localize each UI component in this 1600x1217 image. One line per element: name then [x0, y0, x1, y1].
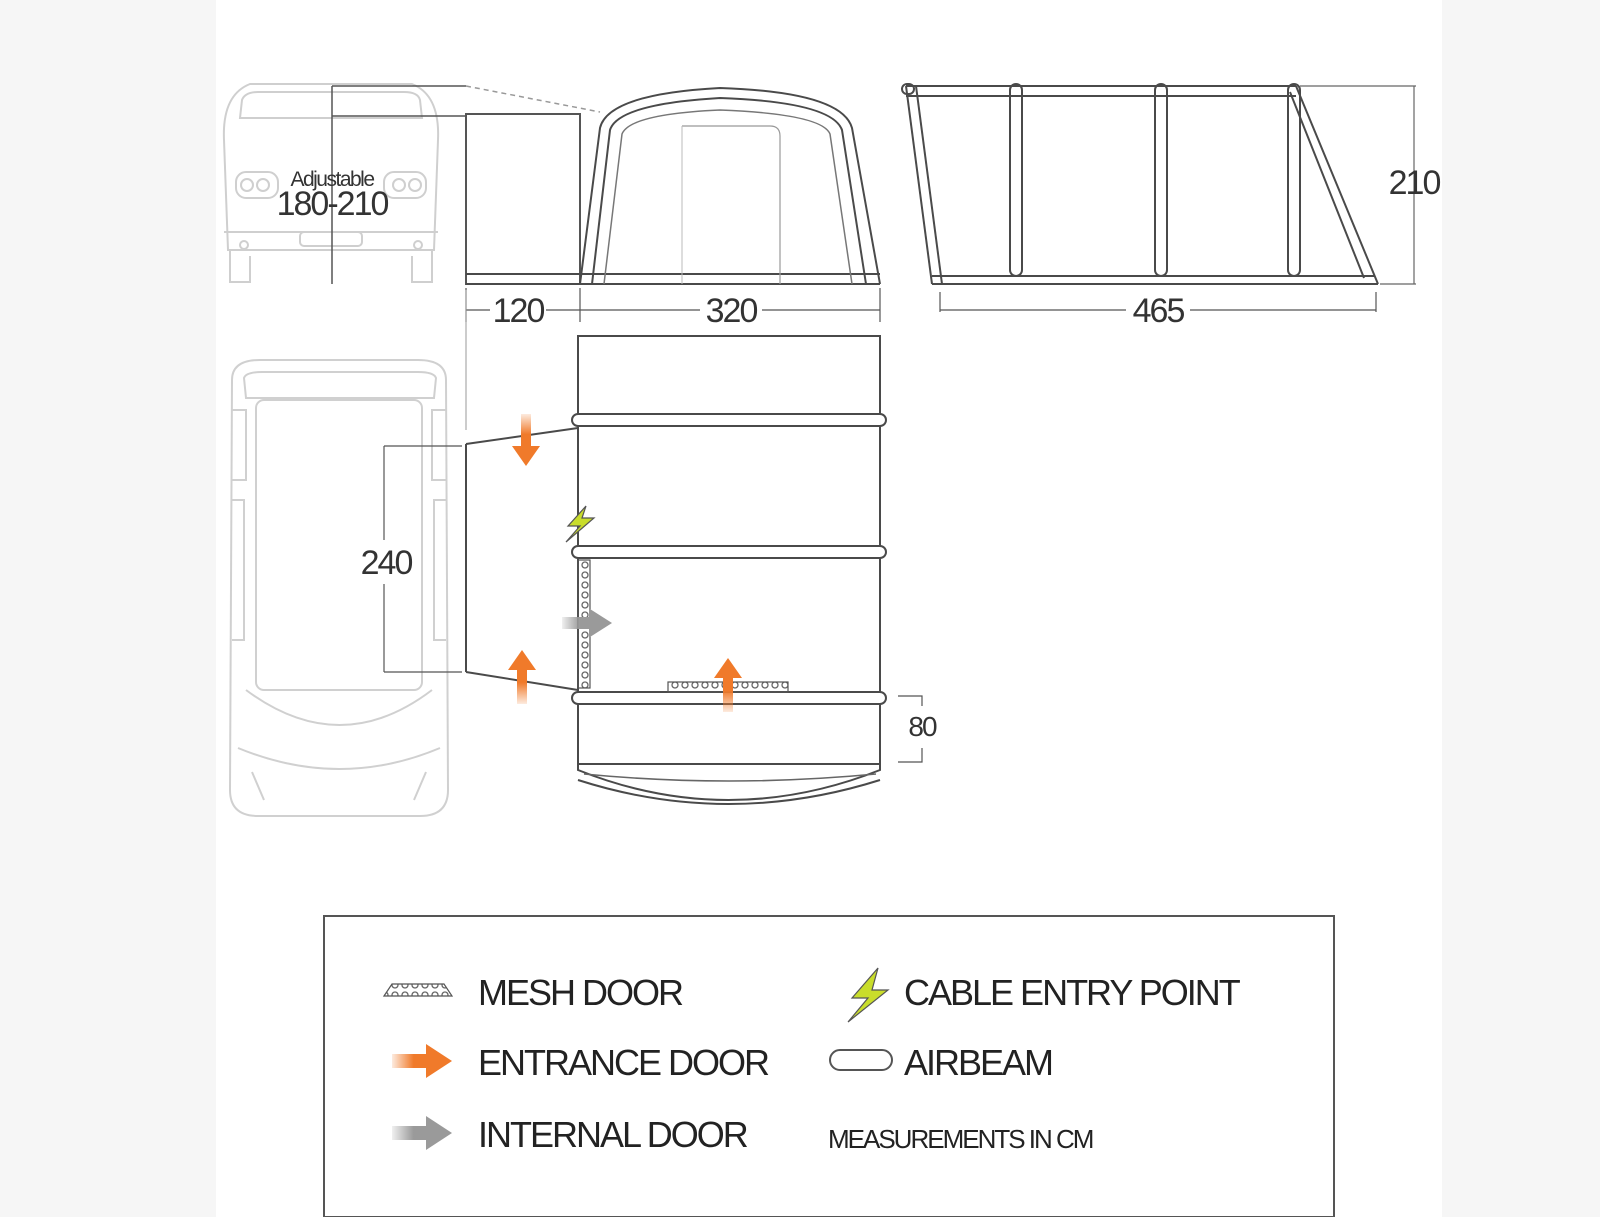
airbeam-capsule-icon [830, 1050, 892, 1070]
legend-cable-entry-label: CABLE ENTRY POINT [904, 972, 1239, 1013]
legend-box [324, 916, 1334, 1217]
mesh-door-icon [384, 984, 452, 996]
measurements-note: MEASUREMENTS IN CM [828, 1124, 1093, 1154]
legend-airbeam-label: AIRBEAM [904, 1042, 1053, 1083]
entrance-arrow-top [512, 414, 540, 466]
awning-plan-view [578, 336, 880, 804]
height-label: 210 [1388, 164, 1440, 202]
awning-front-view [466, 88, 880, 284]
front-width-label-2: 320 [705, 292, 757, 330]
cable-entry-bolt-icon [566, 506, 594, 542]
front-width-label-1: 120 [492, 292, 544, 330]
adjustable-range-label: 180-210 [276, 185, 388, 223]
entrance-arrow-bottom [508, 650, 536, 704]
legend-mesh-door-label: MESH DOOR [478, 972, 683, 1013]
adjustable-label: Adjustable [290, 168, 374, 191]
awning-attachment-tunnel [466, 290, 578, 690]
porch-depth-label: 80 [908, 711, 936, 742]
attach-width-label: 240 [360, 544, 412, 582]
legend-internal-door-label: INTERNAL DOOR [478, 1114, 747, 1155]
awning-side-view [902, 84, 1378, 284]
legend-entrance-door-label: ENTRANCE DOOR [478, 1042, 769, 1083]
vehicle-top-view [230, 360, 448, 816]
side-length-label: 465 [1132, 292, 1184, 330]
